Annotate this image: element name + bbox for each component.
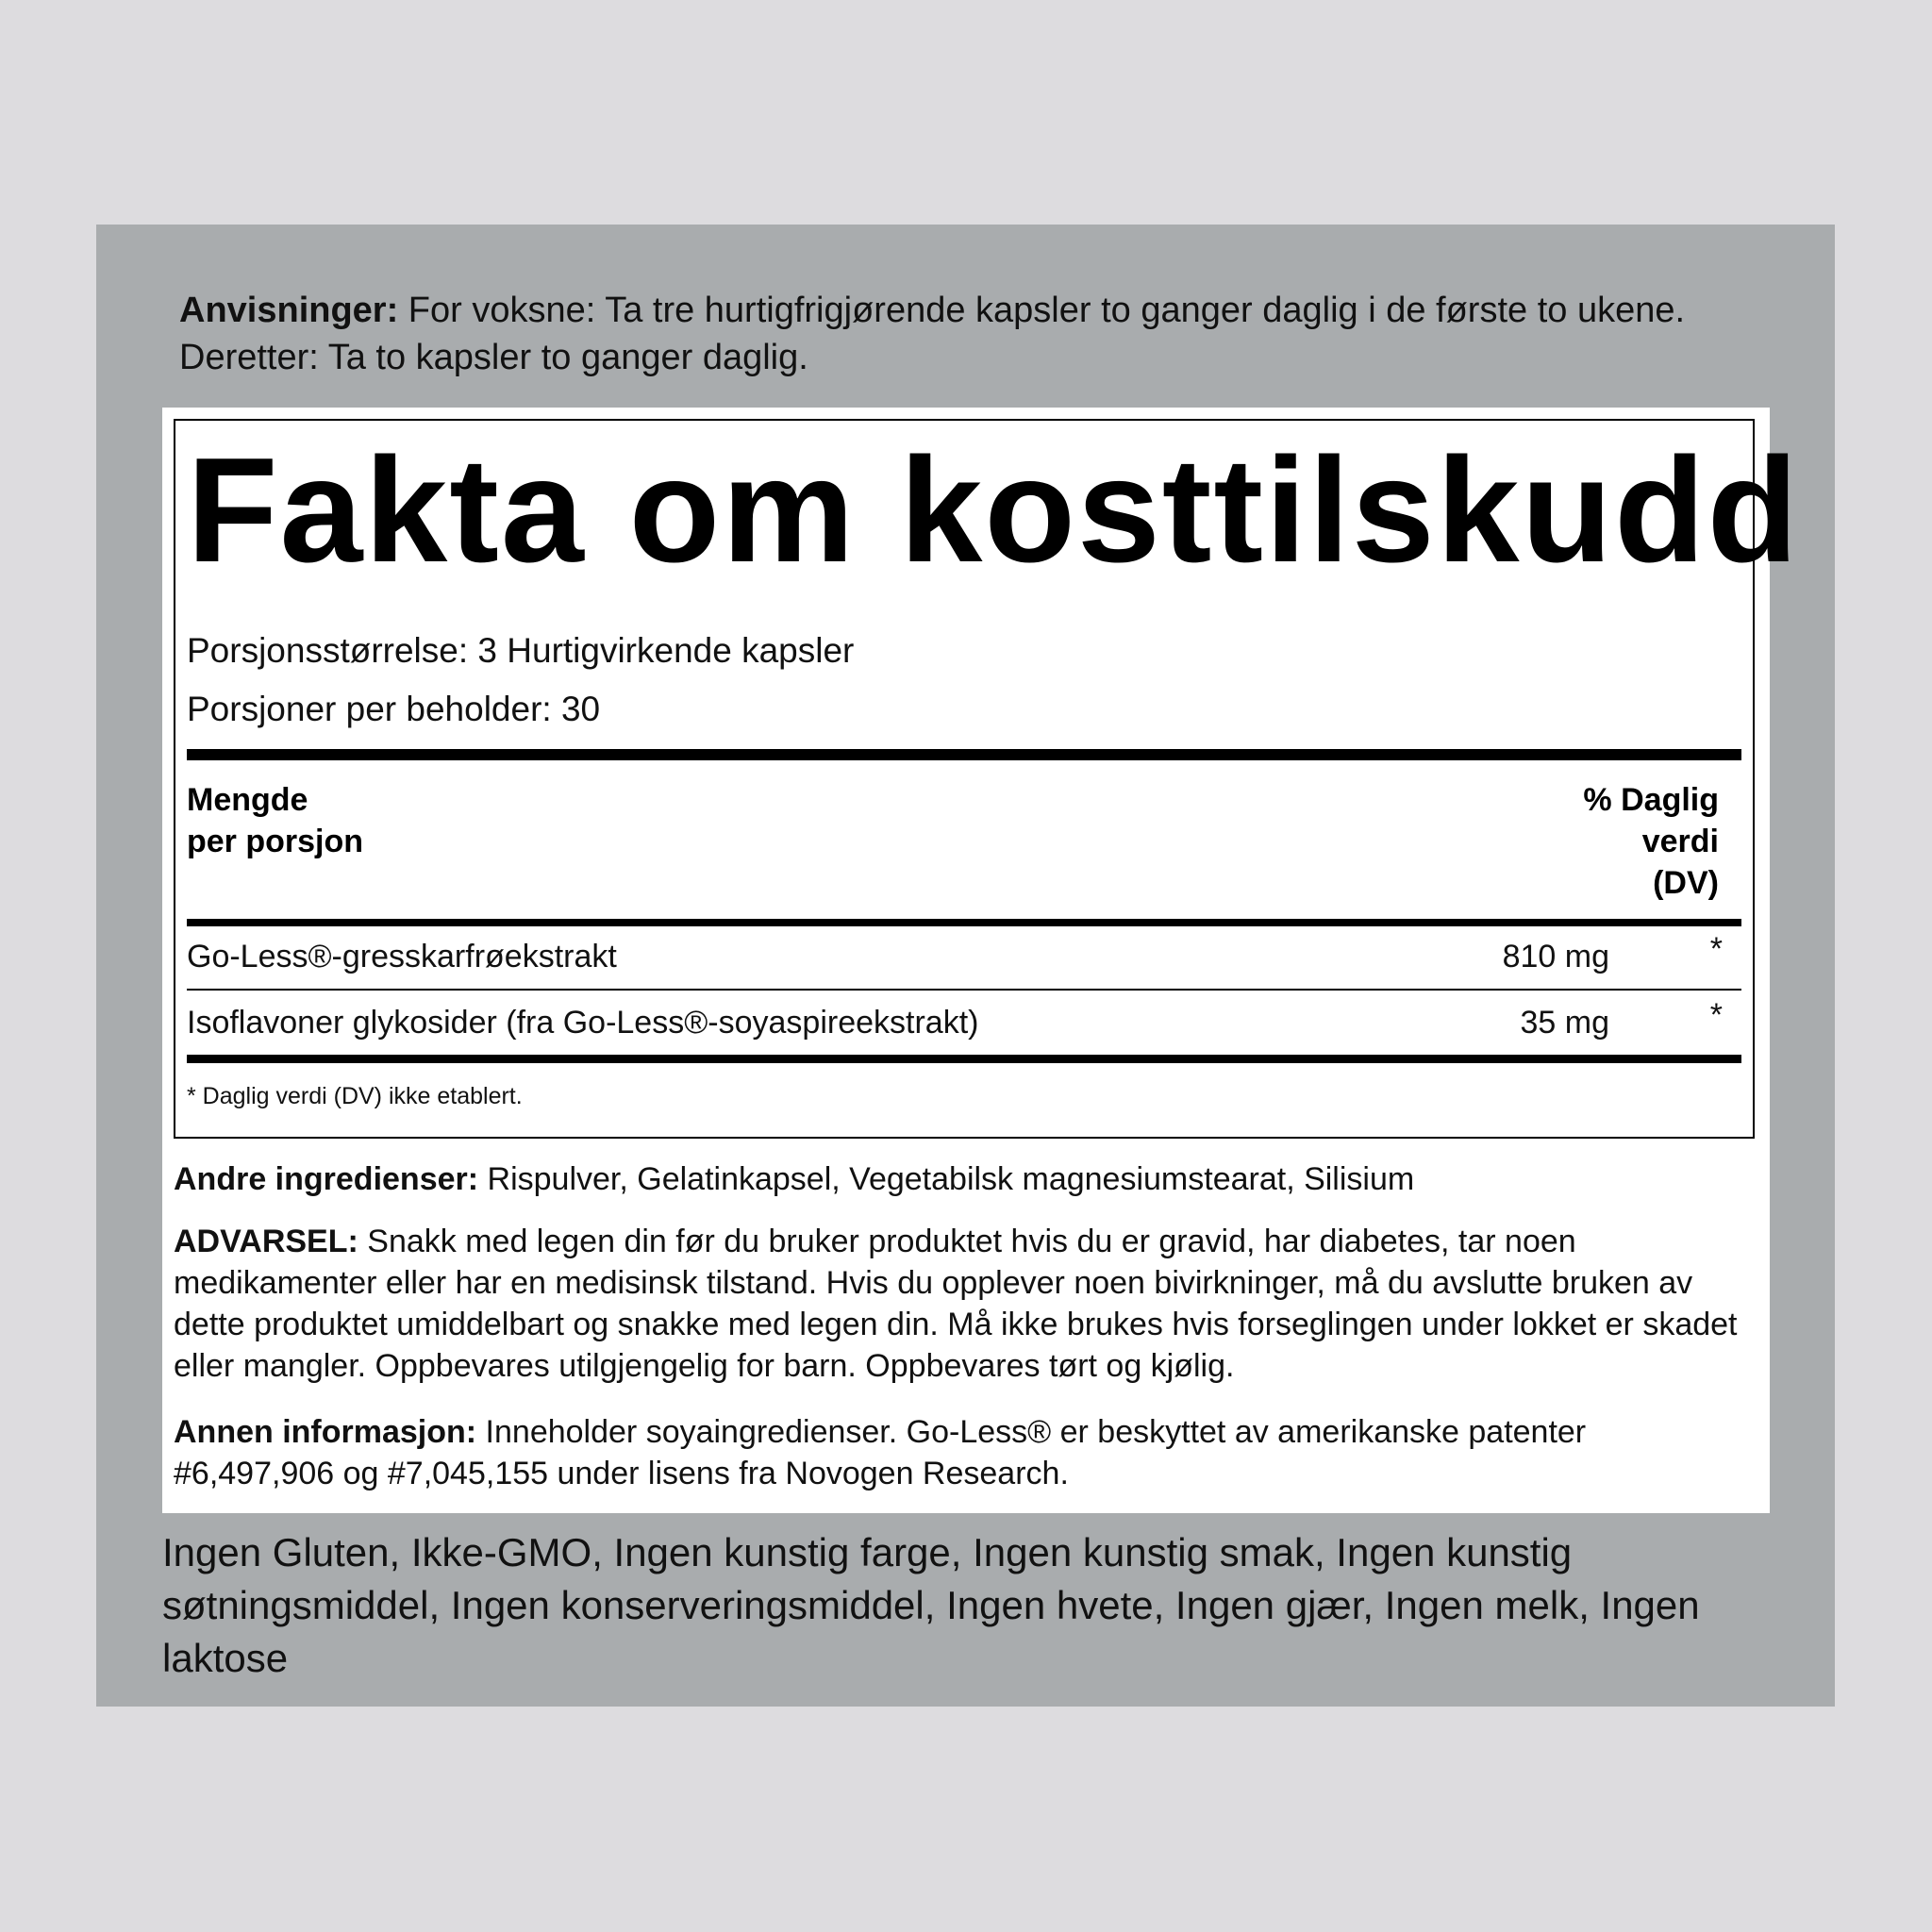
serving-size: Porsjonsstørrelse: 3 Hurtigvirkende kapsler	[187, 631, 855, 670]
header-dv-line1: % Daglig	[1583, 782, 1719, 818]
header-dv-line3: (DV)	[1653, 865, 1719, 901]
divider-thick-top	[187, 749, 1741, 760]
nutrient-row	[187, 928, 1741, 985]
divider-thick-bottom	[187, 1055, 1741, 1063]
nutrient-dv: *	[1709, 997, 1723, 1033]
header-amount-line1: Mengde	[187, 782, 308, 818]
nutrient-name: Isoflavoner glykosider (fra Go-Less®-soyaspireekstrakt)	[187, 1005, 979, 1041]
divider-header	[187, 919, 1741, 926]
warning	[174, 1221, 1749, 1387]
facts-title: Fakta om kosttilskudd	[187, 427, 1801, 593]
nutrient-row	[187, 994, 1741, 1051]
other-ingredients-text: Rispulver, Gelatinkapsel, Vegetabilsk magnesiumstearat, Silisium	[478, 1161, 1415, 1197]
other-info-label: Annen informasjon:	[174, 1414, 477, 1450]
warning-text: Snakk med legen din før du bruker produktet hvis du er gravid, har diabetes, tar noen medikamenter eller har en medisinsk tilstand. Hvis du opplever noen bivirkninger, må du avslutte bruken av dette produktet umiddelbart og snakke med legen din. Må ikke brukes hvis forseglingen under lokket er skadet eller mangler. Oppbevares utilgjengelig for barn. Oppbevares tørt og kjølig.	[174, 1224, 1738, 1384]
row-divider	[187, 989, 1741, 991]
directions-label: Anvisninger:	[179, 291, 399, 330]
free-from-claims: Ingen Gluten, Ikke-GMO, Ingen kunstig farge, Ingen kunstig smak, Ingen kunstig søtningsmiddel, Ingen konserveringsmiddel, Ingen hvete, Ingen gjær, Ingen melk, Ingen laktose	[162, 1530, 1700, 1680]
supplement-facts-box	[174, 419, 1801, 1139]
other-ingredients-label: Andre ingredienser:	[174, 1161, 479, 1197]
directions-text	[179, 287, 1764, 381]
nutrient-name: Go-Less®-gresskarfrøekstrakt	[187, 939, 617, 974]
header-amount-line2: per porsjon	[187, 824, 364, 859]
nutrient-amount: 810 mg	[1502, 939, 1609, 974]
supplement-label	[162, 408, 1801, 1513]
nutrient-dv: *	[1709, 931, 1723, 967]
warning-label: ADVARSEL:	[174, 1224, 358, 1259]
header-daily-value	[1583, 779, 1719, 904]
other-ingredients	[174, 1158, 1749, 1200]
label-panel	[96, 225, 1835, 1707]
nutrient-amount: 35 mg	[1520, 1005, 1609, 1041]
other-information	[174, 1411, 1749, 1494]
other-info-text: Inneholder soyaingredienser. Go-Less® er beskyttet av amerikanske patenter #6,497,906 og #7,045,155 under lisens fra Novogen Research.	[174, 1414, 1587, 1491]
header-dv-line2: verdi	[1641, 824, 1719, 859]
header-amount	[187, 779, 363, 862]
servings-per-container: Porsjoner per beholder: 30	[187, 690, 601, 728]
footnote: * Daglig verdi (DV) ikke etablert.	[187, 1083, 523, 1109]
directions-body: For voksne: Ta tre hurtigfrigjørende kapsler to ganger daglig i de første to ukene. Deretter: Ta to kapsler to ganger daglig.	[179, 291, 1686, 377]
